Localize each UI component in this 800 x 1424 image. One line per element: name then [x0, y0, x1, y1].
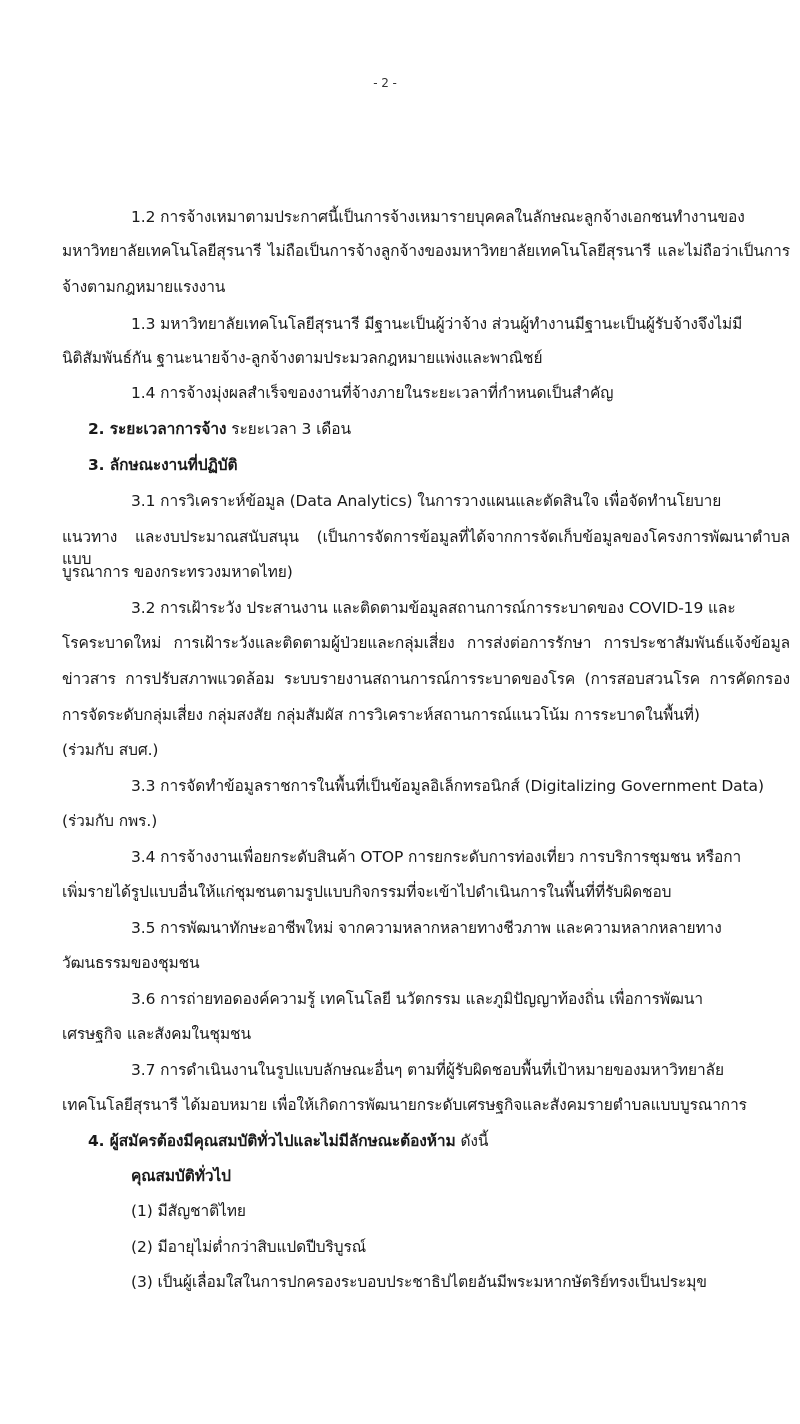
para-3-4-line-2: เพิ่มรายได้รูปแบบอื่นให้แก่ชุมชนตามรูปแบบกิจกรรมที่จะเข้าไปดำเนินการในพื้นที่ที่รับผิดชอบ: [62, 883, 672, 901]
para-1-2-line-1: 1.2 การจ้างเหมาตามประกาศนี้เป็นการจ้างเหมารายบุคคลในลักษณะลูกจ้างเอกชนทำงานของ: [131, 208, 745, 226]
qualification-2: (2) มีอายุไม่ต่ำกว่าสิบแปดปีบริบูรณ์: [131, 1238, 367, 1256]
para-3-3-line-2: (ร่วมกับ กพร.): [62, 812, 158, 830]
para-3-2-line-5: (ร่วมกับ สบศ.): [62, 741, 159, 759]
para-3-4-line-1: 3.4 การจ้างงานเพื่อยกระดับสินค้า OTOP การยกระดับการท่องเที่ยว การบริการชุมชน หรือกา: [131, 848, 742, 866]
para-3-6-line-1: 3.6 การถ่ายทอดองค์ความรู้ เทคโนโลยี นวัตกรรม และภูมิปัญญาท้องถิ่น เพื่อการพัฒนา: [131, 990, 703, 1008]
para-3-5-line-2: วัฒนธรรมของชุมชน: [62, 954, 200, 972]
para-3-3-line-1: 3.3 การจัดทำข้อมูลราชการในพื้นที่เป็นข้อมูลอิเล็กทรอนิกส์ (Digitalizing Government Data): [131, 777, 764, 795]
section-2-line: [88, 418, 351, 440]
section-4-heading: 4. ผู้สมัครต้องมีคุณสมบัติทั่วไปและไม่มีลักษณะต้องห้าม: [88, 1132, 456, 1150]
para-3-2-line-4: การจัดระดับกลุ่มเสี่ยง กลุ่มสงสัย กลุ่มสัมผัส การวิเคราะห์สถานการณ์แนวโน้ม การระบาดในพื้นที่): [62, 706, 700, 724]
section-2-heading: 2. ระยะเวลาการจ้าง: [88, 420, 227, 438]
para-3-1-line-3: บูรณาการ ของกระทรวงมหาดไทย): [62, 563, 293, 581]
section-4-subheading: คุณสมบัติทั่วไป: [131, 1167, 231, 1185]
para-1-2-line-3: จ้างตามกฎหมายแรงงาน: [62, 278, 226, 296]
qualification-1: (1) มีสัญชาติไทย: [131, 1202, 246, 1220]
para-3-2-line-3: ข่าวสาร การปรับสภาพแวดล้อม ระบบรายงานสถานการณ์การระบาดของโรค (การสอบสวนโรค การคัดกรอง: [62, 670, 790, 688]
para-3-1-line-2: แนวทาง และงบประมาณสนับสนุน (เป็นการจัดการข้อมูลที่ได้จากการจัดเก็บข้อมูลของโครงการพัฒนาตำบลแบบ: [62, 528, 790, 568]
para-3-1-line-1: 3.1 การวิเคราะห์ข้อมูล (Data Analytics) ในการวางแผนและตัดสินใจ เพื่อจัดทำนโยบาย: [131, 492, 722, 510]
para-1-2-line-2: มหาวิทยาลัยเทคโนโลยีสุรนารี ไม่ถือเป็นการจ้างลูกจ้างของมหาวิทยาลัยเทคโนโลยีสุรนารี และไม่ถือว่าเป็นการ: [62, 242, 790, 260]
para-1-3-line-2: นิติสัมพันธ์กัน ฐานะนายจ้าง-ลูกจ้างตามประมวลกฎหมายแพ่งและพาณิชย์: [62, 349, 543, 367]
para-3-6-line-2: เศรษฐกิจ และสังคมในชุมชน: [62, 1025, 251, 1043]
section-2-value: ระยะเวลา 3 เดือน: [231, 420, 351, 438]
section-4-suffix: ดังนี้: [460, 1132, 489, 1150]
section-3-heading: 3. ลักษณะงานที่ปฏิบัติ: [88, 456, 238, 474]
section-4-line: [88, 1130, 488, 1152]
para-1-3-line-1: 1.3 มหาวิทยาลัยเทคโนโลยีสุรนารี มีฐานะเป็นผู้ว่าจ้าง ส่วนผู้ทำงานมีฐานะเป็นผู้รับจ้างจึงไม่มี: [131, 315, 743, 333]
page-number: - 2 -: [373, 76, 397, 90]
qualification-3: (3) เป็นผู้เลื่อมใสในการปกครองระบอบประชาธิปไตยอันมีพระมหากษัตริย์ทรงเป็นประมุข: [131, 1273, 707, 1291]
para-3-5-line-1: 3.5 การพัฒนาทักษะอาชีพใหม่ จากความหลากหลายทางชีวภาพ และความหลากหลายทาง: [131, 919, 722, 937]
para-3-7-line-1: 3.7 การดำเนินงานในรูปแบบลักษณะอื่นๆ ตามที่ผู้รับผิดชอบพื้นที่เป้าหมายของมหาวิทยาลัย: [131, 1061, 724, 1079]
para-3-7-line-2: เทคโนโลยีสุรนารี ได้มอบหมาย เพื่อให้เกิดการพัฒนายกระดับเศรษฐกิจและสังคมรายตำบลแบบบูรณาการ: [62, 1096, 747, 1114]
para-3-2-line-1: 3.2 การเฝ้าระวัง ประสานงาน และติดตามข้อมูลสถานการณ์การระบาดของ COVID-19 และ: [131, 599, 736, 617]
para-1-4-line-1: 1.4 การจ้างมุ่งผลสำเร็จของงานที่จ้างภายในระยะเวลาที่กำหนดเป็นสำคัญ: [131, 384, 614, 402]
para-3-2-line-2: โรคระบาดใหม่ การเฝ้าระวังและติดตามผู้ป่วยและกลุ่มเสี่ยง การส่งต่อการรักษา การประชาสัมพันธ์แจ้งข้อมูล: [62, 634, 790, 652]
